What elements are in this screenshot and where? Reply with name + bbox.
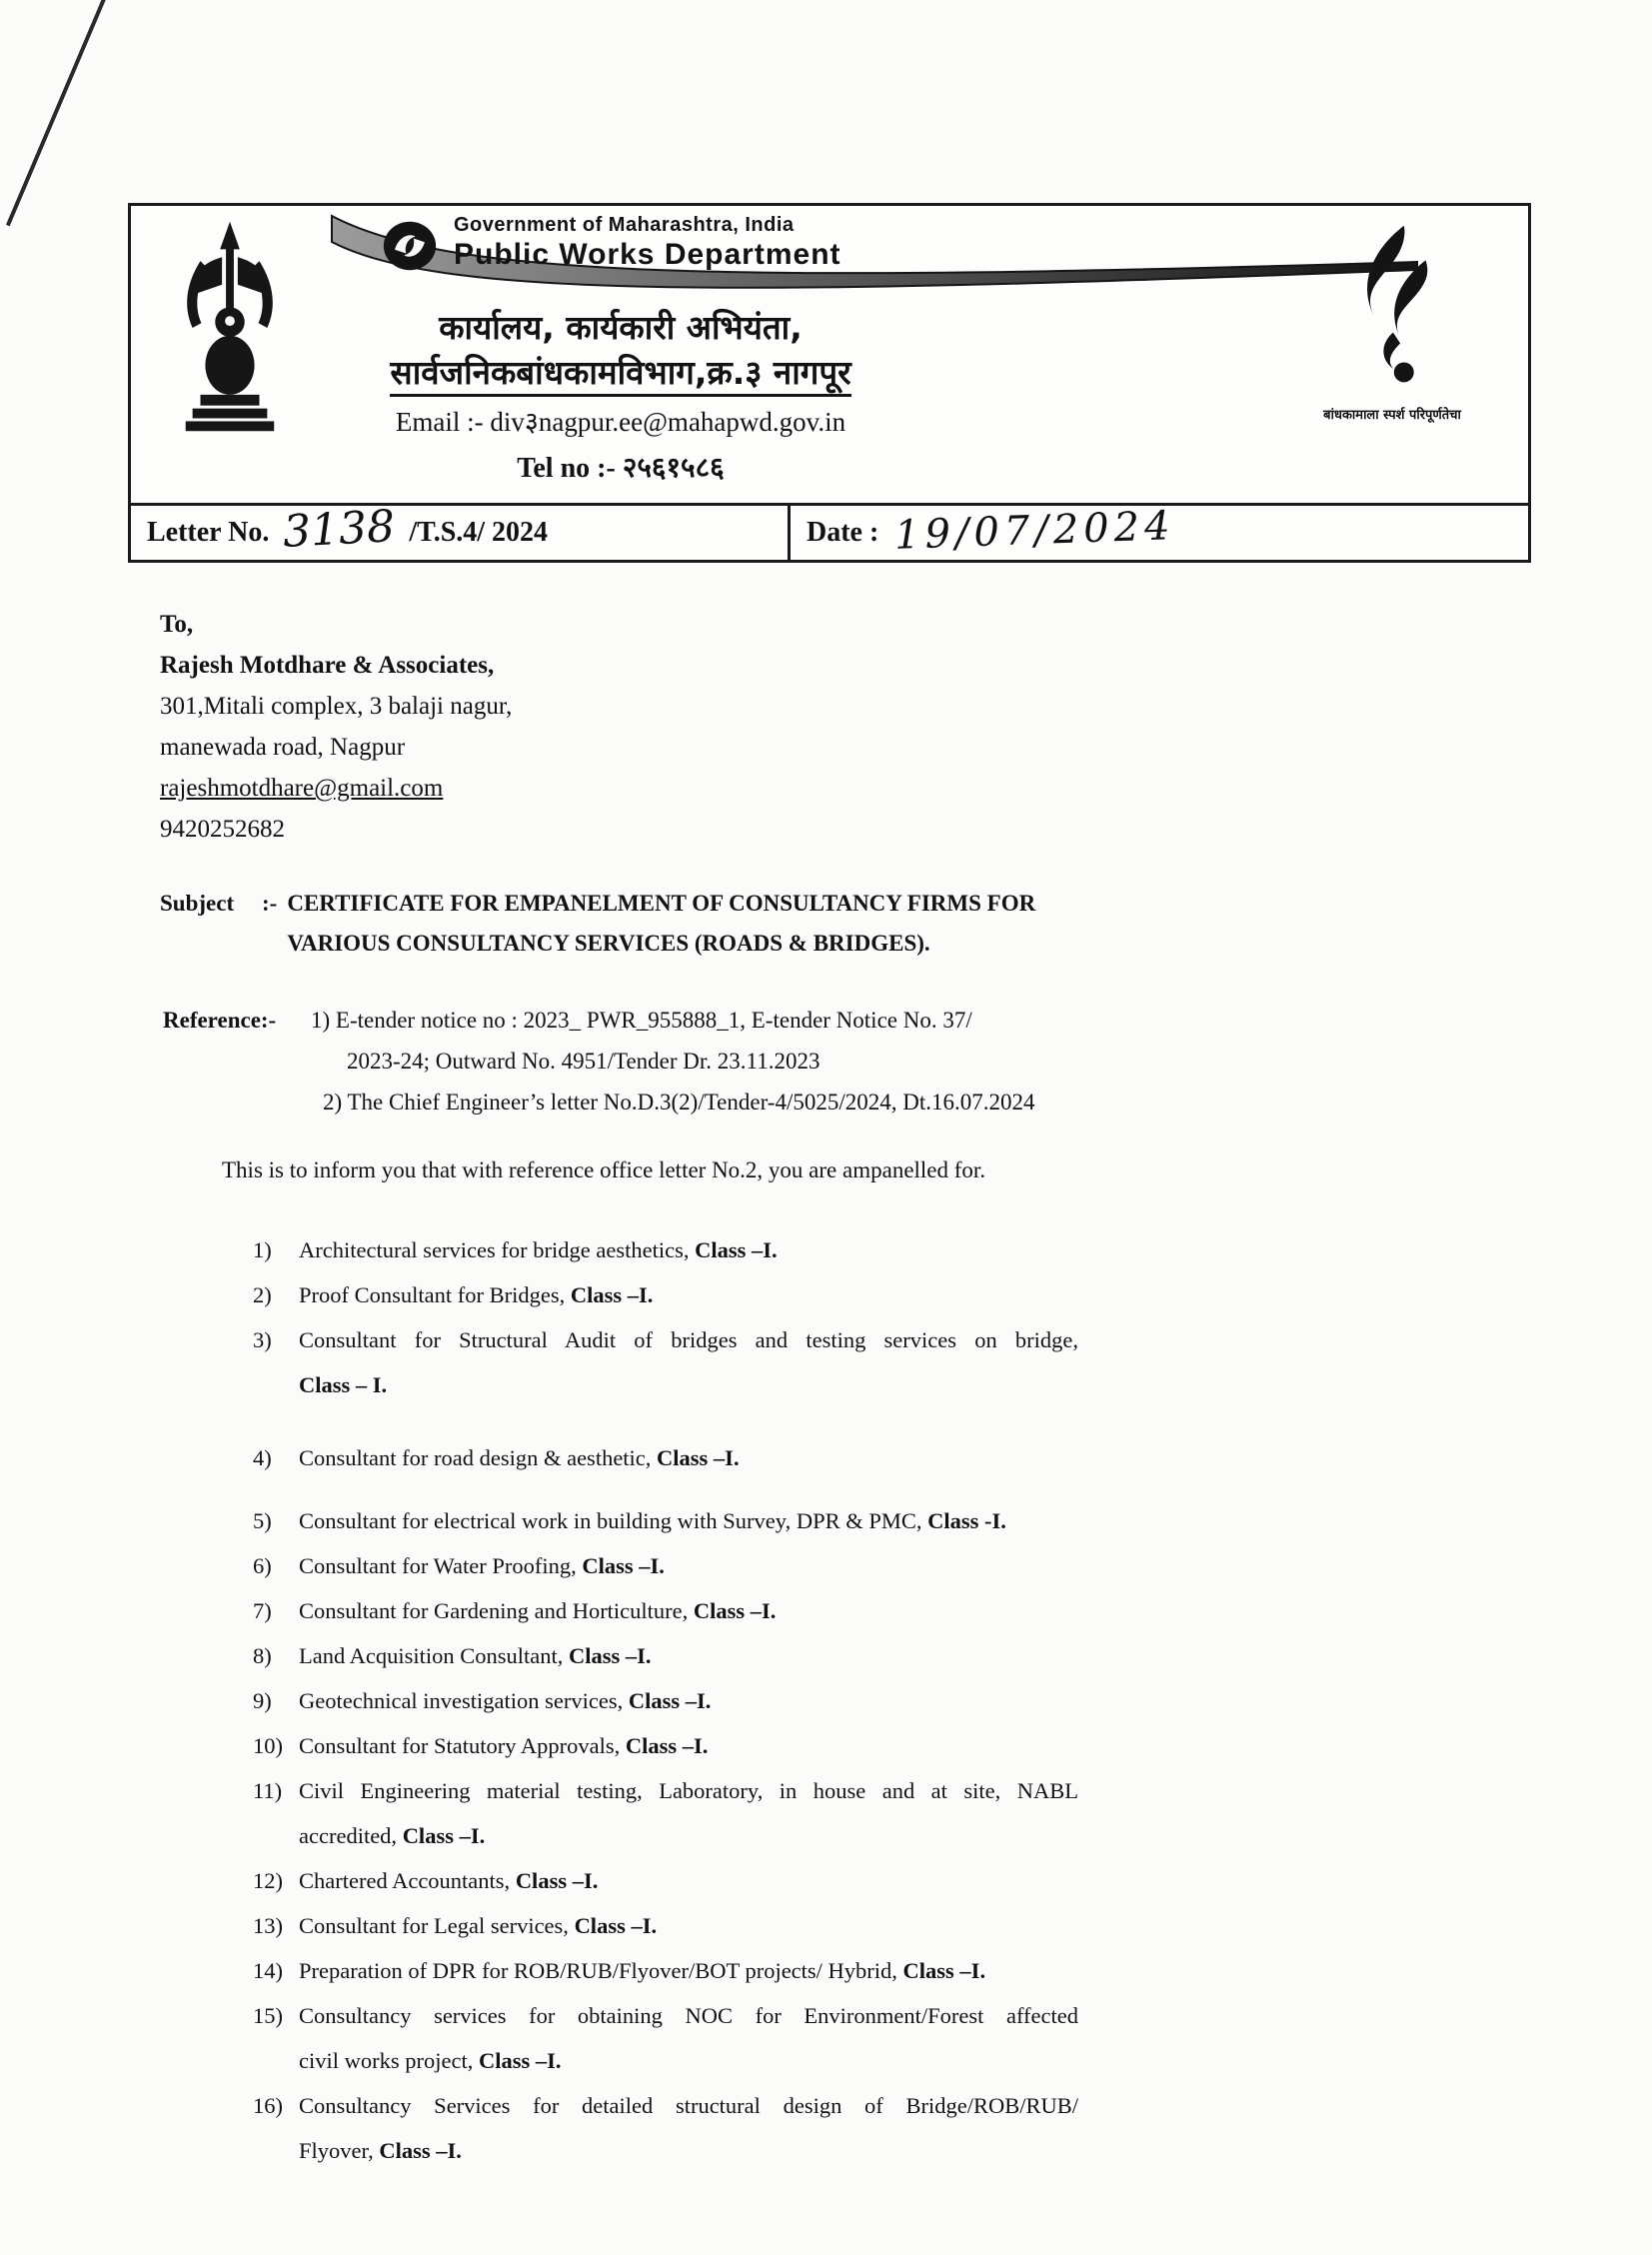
class-designation: Class –I. [695,1237,778,1262]
subject-separator: :- [262,891,278,916]
list-item-line-1: Proof Consultant for Bridges, Class –I. [299,1282,654,1307]
list-item-line-1: Architectural services for bridge aesthetics, Class –I. [299,1237,778,1262]
globe-icon [382,218,438,274]
list-item-text [299,1993,1078,2083]
list-item-text [299,1723,1078,1768]
subject-label: Subject [160,891,235,916]
list-item-line-2: civil works project, Class –I. [299,2048,562,2073]
empanelment-list [253,1227,1102,2173]
list-item-number: 14) [253,1958,283,1983]
list-item-number: 8) [253,1643,272,1668]
list-item-text [299,1903,1078,1948]
email-label: Email :- [395,407,484,437]
list-item-text [299,1272,1078,1317]
letterhead-box [128,203,1531,563]
list-item-line-1: Geotechnical investigation services, Class –I. [299,1688,712,1713]
email-value: div३nagpur.ee@mahapwd.gov.in [490,407,846,437]
list-item-text [299,1633,1078,1678]
list-item-text [299,1435,1078,1480]
list-item-line-1: Consultant for electrical work in building with Survey, DPR & PMC, Class -I. [299,1508,1006,1533]
subject-line-2: VARIOUS CONSULTANCY SERVICES (ROADS & BRIDGES). [287,931,930,956]
reference-item-1-line-1: 1) E-tender notice no : 2023_ PWR_955888_1, E-tender Notice No. 37/ [311,1008,972,1033]
list-item-line-1: Consultant for Structural Audit of bridges and testing services on bridge, [299,1327,1078,1352]
list-item-line-1: Consultant for Gardening and Horticulture, Class –I. [299,1598,777,1623]
letter-no-value: 3138 [282,500,397,558]
letter-no-suffix: /T.S.4/ 2024 [409,517,549,548]
class-designation: Class –I. [478,2048,562,2073]
list-item-number: 9) [253,1688,272,1713]
list-item-text [299,1678,1078,1723]
subject-line-1: CERTIFICATE FOR EMPANELMENT OF CONSULTANCY FIRMS FOR [287,891,1036,916]
banner-text [454,214,841,272]
list-item [253,1678,1102,1723]
tel-value: २५६१५८६ [622,453,725,484]
list-item-line-2: accredited, Class –I. [299,1823,486,1848]
list-item [253,1903,1102,1948]
list-item-line-1: Civil Engineering material testing, Laboratory, in house and at site, NABL [299,1778,1078,1803]
flame-caption: बांधकामाला स्पर्श परिपूर्णतेचा [1323,408,1461,423]
list-item [253,1543,1102,1588]
list-item-line-1: Chartered Accountants, Class –I. [299,1868,599,1893]
subject-block [160,884,1035,964]
list-item-text [299,1768,1078,1858]
class-designation: Class –I. [574,1913,658,1938]
list-item [253,1272,1102,1317]
class-designation: Class –I. [657,1445,740,1470]
list-item-text [299,1227,1078,1272]
reference-item-1-line-2: 2023-24; Outward No. 4951/Tender Dr. 23.11.2023 [347,1049,821,1074]
date-value: 19/07/2024 [893,503,1176,559]
class-designation: Class -I. [927,1508,1006,1533]
list-item-number: 10) [253,1733,283,1758]
list-item-text [299,1498,1078,1543]
office-line-2: सार्वजनिकबांधकामविभाग,क्र.३ नागपूर [261,349,980,394]
recipient-address-2: manewada road, Nagpur [160,734,406,761]
list-item-line-2: Flyover, Class –I. [299,2138,462,2163]
class-designation: Class –I. [902,1958,986,1983]
class-designation: Class –I. [582,1553,665,1578]
flame-icon [1317,224,1467,396]
list-item-number: 15) [253,2003,283,2028]
list-item [253,1498,1102,1543]
flame-logo [1272,224,1512,474]
list-item-line-1: Consultancy services for obtaining NOC for Environment/Forest affected [299,2003,1078,2028]
date-cell [791,503,1528,560]
list-item [253,1435,1102,1480]
letterhead-main [131,206,1528,506]
government-line: Government of Maharashtra, India [454,214,795,236]
reference-label: Reference:- [163,1008,277,1033]
recipient-phone: 9420252682 [160,816,285,843]
office-line-1: कार्यालय, कार्यकारी अभियंता, [439,308,803,347]
list-item-line-1: Preparation of DPR for ROB/RUB/Flyover/BOT projects/ Hybrid, Class –I. [299,1958,986,1983]
recipient-email: rajeshmotdhare@gmail.com [160,775,444,802]
list-item-text [299,1588,1078,1633]
class-designation: Class –I. [402,1823,486,1848]
list-item [253,1768,1102,1858]
list-item [253,1633,1102,1678]
date-label: Date : [807,517,879,548]
class-designation: Class –I. [625,1733,709,1758]
list-item-number: 11) [253,1778,283,1803]
subject-text [287,884,1035,964]
class-designation: Class –I. [570,1282,654,1307]
list-item-text [299,2083,1078,2173]
recipient-block [160,604,512,850]
list-item-line-1: Consultant for Water Proofing, Class –I. [299,1553,665,1578]
letter-no-label: Letter No. [147,517,270,548]
pwd-banner [326,210,1425,302]
list-item-line-1: Consultant for Legal services, Class –I. [299,1913,658,1938]
email-line [261,402,980,439]
list-item [253,2083,1102,2173]
reference-block [163,1000,1034,1123]
letter-no-row [131,500,1528,560]
list-item-number: 12) [253,1868,283,1893]
letter-no-cell [131,500,791,560]
list-item [253,1227,1102,1272]
list-item [253,1948,1102,1993]
tel-line [261,448,980,486]
list-item [253,1993,1102,2083]
scan-artifact-line [6,0,112,226]
list-item-text [299,1317,1078,1407]
list-item-line-2 [299,1362,1078,1407]
salutation: To, [160,611,194,638]
class-designation: Class – I. [299,1372,388,1397]
list-item [253,1723,1102,1768]
list-item-line-1: Consultant for Statutory Approvals, Class –I. [299,1733,709,1758]
class-designation: Class –I. [628,1688,712,1713]
list-item [253,1317,1102,1407]
list-item-line-1: Land Acquisition Consultant, Class –I. [299,1643,652,1668]
department-line: Public Works Department [454,238,841,271]
class-designation: Class –I. [569,1643,652,1668]
list-item-text [299,1948,1078,1993]
list-item-number: 6) [253,1553,272,1578]
class-designation: Class –I. [693,1598,777,1623]
list-item-line-1: Consultancy Services for detailed structural design of Bridge/ROB/RUB/ [299,2093,1078,2118]
list-item-line-1: Consultant for road design & aesthetic, Class –I. [299,1445,740,1470]
list-item [253,1588,1102,1633]
list-item-text [299,1543,1078,1588]
tel-label: Tel no :- [517,453,616,484]
list-item-number: 3) [253,1327,272,1352]
list-item-number: 7) [253,1598,272,1623]
list-item-number: 2) [253,1282,272,1307]
reference-item-2: 2) The Chief Engineer’s letter No.D.3(2)/Tender-4/5025/2024, Dt.16.07.2024 [323,1090,1035,1115]
list-item-number: 5) [253,1508,272,1533]
intro-paragraph: This is to inform you that with reference office letter No.2, you are ampanelled for. [222,1157,986,1182]
list-item [253,1858,1102,1903]
recipient-address-1: 301,Mitali complex, 3 balaji nagur, [160,693,513,720]
reference-text [311,1000,1034,1123]
class-designation: Class –I. [379,2138,462,2163]
class-designation: Class –I. [515,1868,599,1893]
list-item-number: 13) [253,1913,283,1938]
list-item-number: 1) [253,1237,272,1262]
recipient-name: Rajesh Motdhare & Associates, [160,652,495,679]
list-item-number: 16) [253,2093,283,2118]
list-item-number: 4) [253,1445,272,1470]
list-item-text [299,1858,1078,1903]
